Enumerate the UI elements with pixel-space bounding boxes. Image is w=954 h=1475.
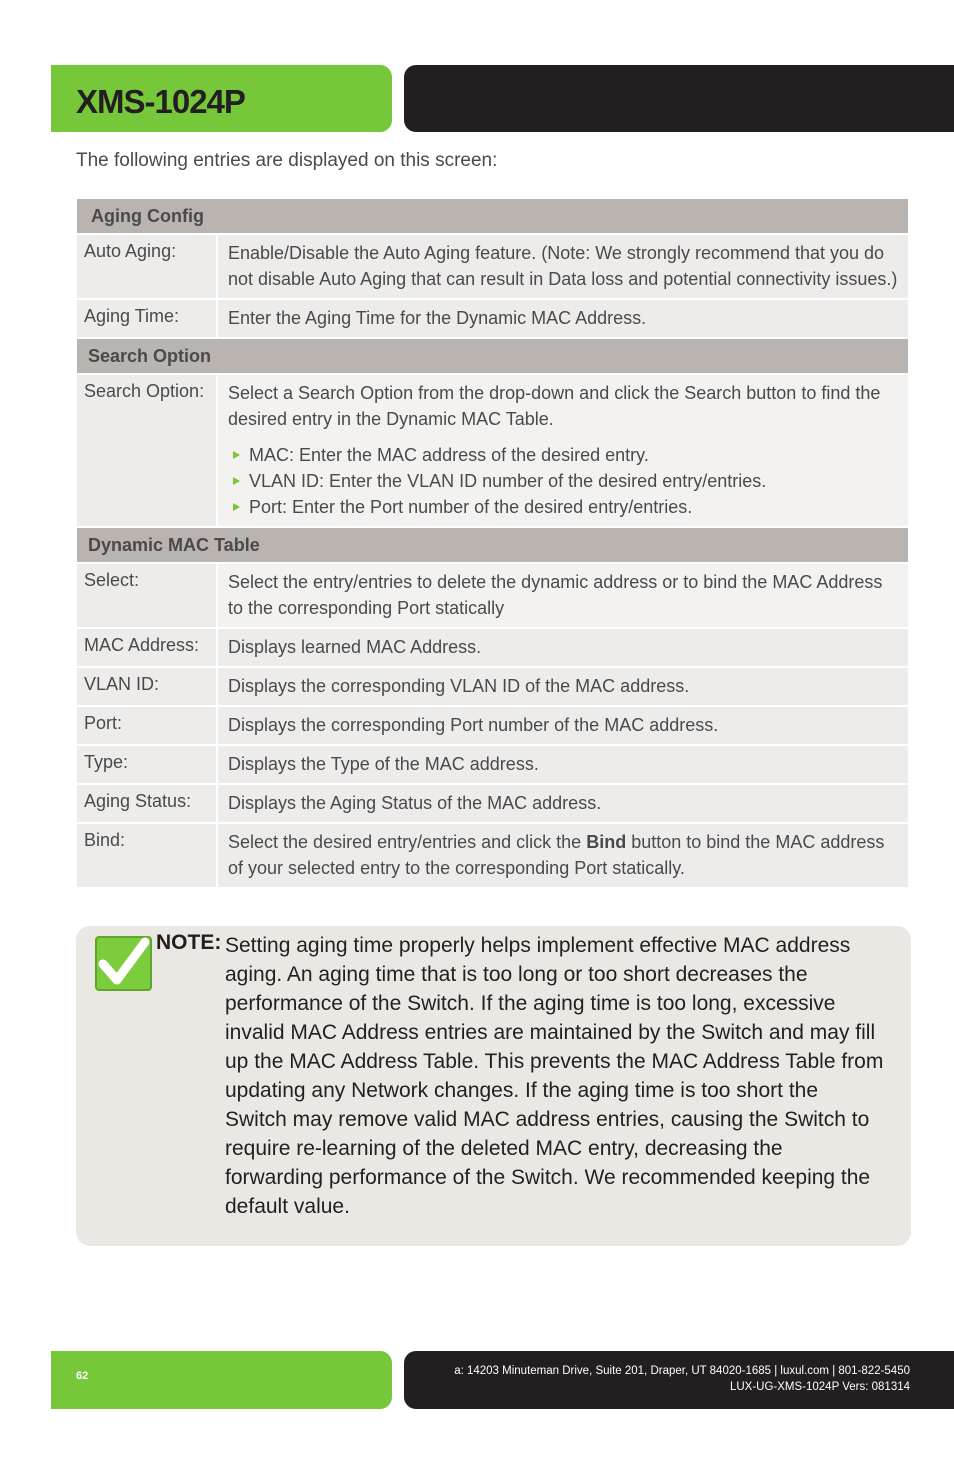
row-description-text: Select a Search Option from the drop-down and click the Search button to find the desired entry in the Dynamic MAC Table. — [228, 383, 881, 429]
table-row — [77, 564, 908, 627]
note-label: NOTE: — [156, 931, 222, 954]
row-label: Select: — [77, 564, 218, 627]
page-number: 62 — [76, 1370, 89, 1382]
row-description: Enter the Aging Time for the Dynamic MAC Address. — [218, 300, 908, 337]
row-description — [218, 824, 908, 887]
section-title: Search Option — [77, 339, 908, 373]
row-description: Displays the Aging Status of the MAC address. — [218, 785, 908, 822]
row-label: MAC Address: — [77, 629, 218, 666]
table-row — [77, 235, 908, 298]
row-description: Displays learned MAC Address. — [218, 629, 908, 666]
table-row — [77, 746, 908, 783]
table-row — [77, 300, 908, 337]
footer-doc-id: LUX-UG-XMS-1024P Vers: 081314 — [729, 1381, 910, 1393]
table-row — [77, 824, 908, 887]
note-text: Setting aging time properly helps implement effective MAC address aging. An aging time that is too long or too short decreases the performance of the Switch. If the aging time is too long, excessive invalid MAC Address entries are maintained by the Switch and may fill up the MAC Address Table. This prevents the MAC Address Table from updating any Network changes. If the aging time is too short the Switch may remove valid MAC address entries, causing the Switch to require re-learning of the deleted MAC entry, decreasing the forwarding performance of the Switch. We recommended keeping the default value. — [225, 934, 884, 1218]
checkmark-icon — [95, 936, 152, 991]
header-title-bar — [51, 65, 392, 132]
row-label: Aging Time: — [77, 300, 218, 337]
row-description — [218, 375, 908, 526]
table-row — [77, 707, 908, 744]
row-description: Displays the Type of the MAC address. — [218, 746, 908, 783]
row-label: Port: — [77, 707, 218, 744]
table-row — [77, 785, 908, 822]
section-header — [77, 199, 908, 233]
table-row — [77, 668, 908, 705]
page-title: XMS-1024P — [76, 83, 245, 120]
bullet-item: MAC: Enter the MAC address of the desired entry. — [228, 442, 898, 468]
row-description: Displays the corresponding VLAN ID of the MAC address. — [218, 668, 908, 705]
row-label: Type: — [77, 746, 218, 783]
bullet-list — [228, 442, 898, 520]
row-label: VLAN ID: — [77, 668, 218, 705]
bind-desc-bold: Bind — [586, 832, 627, 852]
note-box — [76, 926, 911, 1246]
bullet-item: Port: Enter the Port number of the desired entry/entries. — [228, 494, 898, 520]
section-title: Dynamic MAC Table — [77, 528, 908, 562]
table-row — [77, 375, 908, 526]
row-label: Auto Aging: — [77, 235, 218, 298]
table-row — [77, 629, 908, 666]
section-header — [77, 528, 908, 562]
row-label: Aging Status: — [77, 785, 218, 822]
row-description: Enable/Disable the Auto Aging feature. (Note: We strongly recommend that you do not disable Auto Aging that can result in Data loss and potential connectivity issues.) — [218, 235, 908, 298]
row-description: Select the entry/entries to delete the dynamic address or to bind the MAC Address to the corresponding Port statically — [218, 564, 908, 627]
footer-contact — [454, 1363, 910, 1395]
bind-desc-pre: Select the desired entry/entries and click the — [228, 832, 587, 852]
bind-desc-post: button to bind the MAC address of your selected entry to the corresponding Port statically. — [228, 832, 885, 878]
bullet-item: VLAN ID: Enter the VLAN ID number of the desired entry/entries. — [228, 468, 898, 494]
row-label: Bind: — [77, 824, 218, 887]
footer-address: a: 14203 Minuteman Drive, Suite 201, Draper, UT 84020-1685 | luxul.com | 801-822-5450 — [454, 1365, 910, 1377]
intro-text: The following entries are displayed on this screen: — [76, 150, 498, 171]
footer-dark-bar — [404, 1351, 954, 1409]
section-header — [77, 339, 908, 373]
row-description: Displays the corresponding Port number of the MAC address. — [218, 707, 908, 744]
section-title: Aging Config — [77, 199, 908, 233]
header-dark-bar — [404, 65, 954, 132]
footer-page-bar — [51, 1351, 392, 1409]
row-label: Search Option: — [77, 375, 218, 526]
entries-table — [77, 197, 908, 889]
